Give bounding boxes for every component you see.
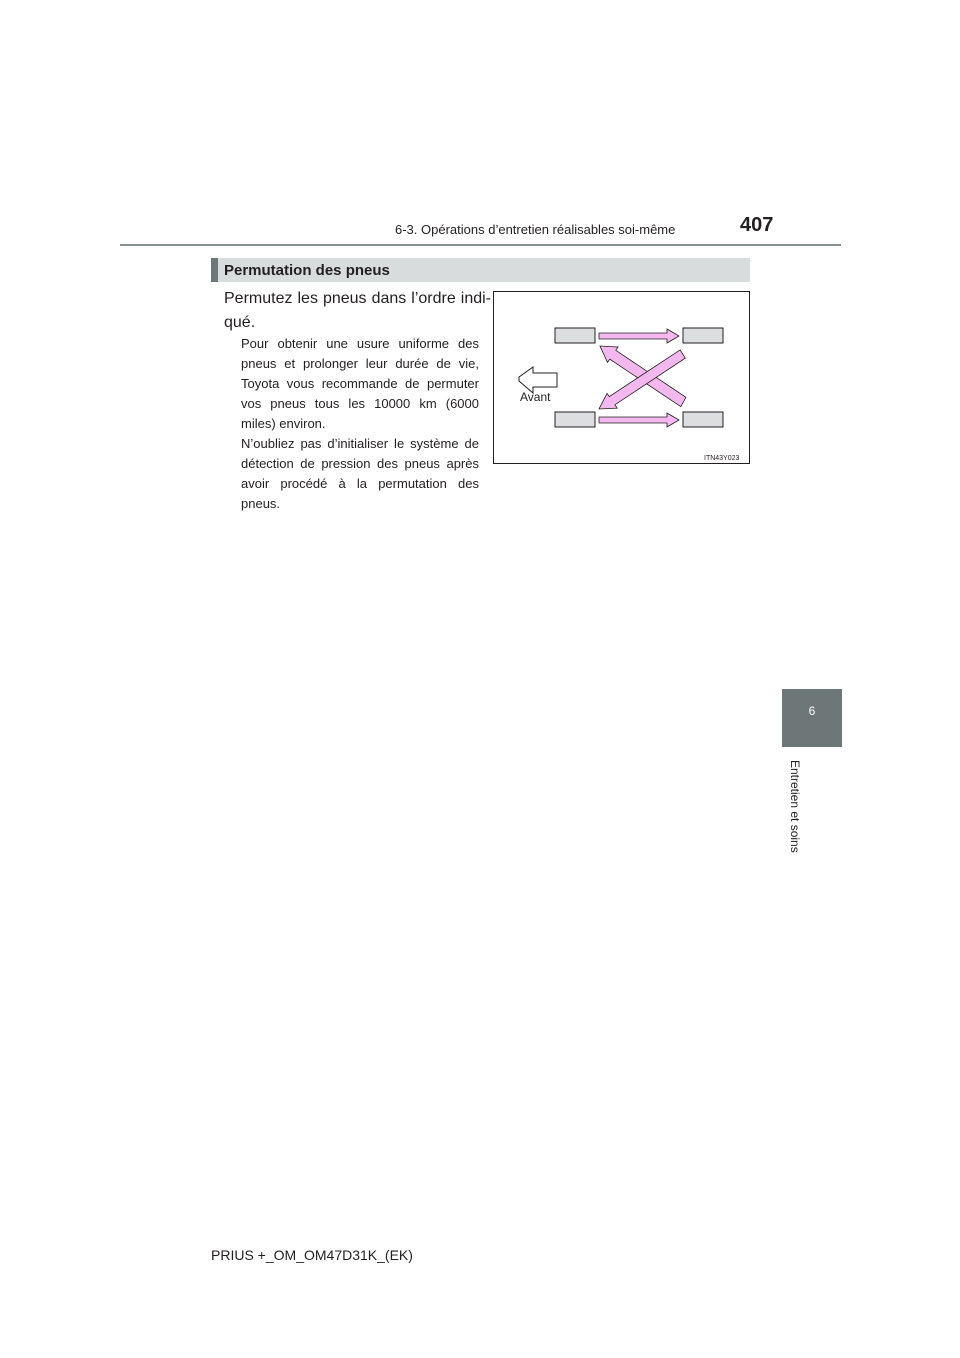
- chapter-label: Entretien et soins: [788, 760, 802, 853]
- header-divider: [120, 244, 841, 246]
- image-code: ITN43Y023: [704, 455, 740, 462]
- header-section-title: 6-3. Opérations d’entretien réalisables soi-même: [395, 222, 676, 237]
- front-label: Avant: [520, 390, 551, 404]
- tire-front-left: [555, 328, 595, 343]
- page-number: 407: [740, 214, 774, 236]
- section-heading-accent: [211, 258, 218, 282]
- instruction-text: Permutez les pneus dans l’ordre indi-qué.: [224, 290, 491, 331]
- tire-rear-right: [683, 412, 723, 427]
- chapter-number: 6: [808, 704, 816, 718]
- chapter-tab: [782, 689, 842, 747]
- note-paragraph: N’oubliez pas d’initialiser le système de détection de pression des pneus après avoir procédé à la permutation des pneus.: [241, 436, 479, 511]
- footer-model-code: PRIUS +_OM_OM47D31K_(EK): [211, 1247, 413, 1263]
- section-title: Permutation des pneus: [224, 262, 390, 279]
- tire-rear-left: [555, 412, 595, 427]
- tire-front-right: [683, 328, 723, 343]
- note-paragraph: Pour obtenir une usure uniforme des pneus et prolonger leur durée de vie, Toyota vous recommande de permuter vos pneus tous les 10000 km (6000 miles) environ.: [241, 336, 479, 431]
- tire-rotation-diagram: [493, 291, 750, 464]
